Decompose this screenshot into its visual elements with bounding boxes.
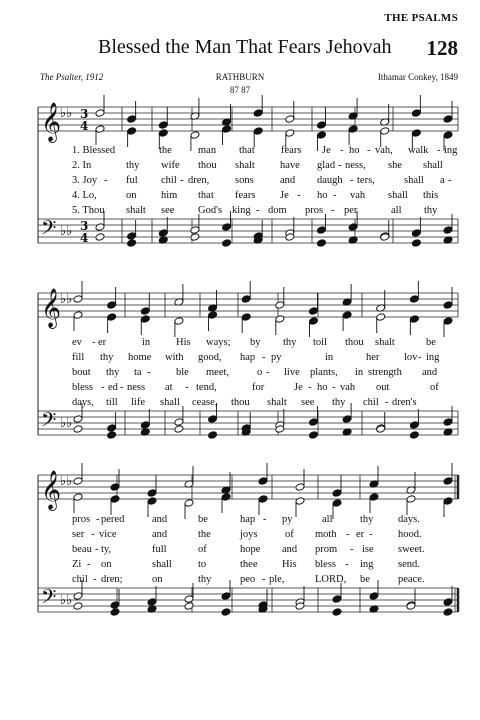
lyric-line: pros - pered and be hap - py all thy days.: [72, 514, 420, 525]
note-head: [342, 415, 352, 424]
hymn-title: Blessed the Man That Fears Jehovah: [98, 36, 392, 58]
lyric-line: 1. Blessed the man that fears Je - ho - vah, walk - ing: [72, 145, 458, 156]
key-signature: ♭♭: [60, 593, 73, 608]
note-head: [308, 418, 318, 427]
time-signature: 3: [80, 107, 89, 121]
note-head: [107, 313, 117, 322]
note-head: [208, 415, 218, 424]
note-head: [174, 425, 184, 434]
note-head: [285, 129, 295, 138]
note-head: [316, 131, 326, 140]
note-head: [73, 477, 83, 486]
hymn-number: 128: [426, 36, 458, 60]
note-head: [95, 233, 105, 242]
note-head: [241, 313, 251, 322]
lyric-line: 3. Joy - ful chil - dren, sons and daugh - ters, shall a -: [72, 175, 452, 186]
note-head: [73, 493, 83, 502]
text-source: The Psalter, 1912: [40, 72, 104, 82]
note-head: [308, 431, 318, 440]
note-head: [184, 602, 194, 611]
note-head: [316, 121, 326, 130]
note-head: [107, 431, 117, 440]
lyric-line: ev - er in His ways; by thy toil thou shalt be: [72, 337, 436, 348]
note-head: [95, 223, 105, 232]
note-head: [110, 495, 120, 504]
note-head: [241, 295, 251, 304]
note-head: [443, 477, 453, 486]
note-head: [258, 495, 268, 504]
composer: Ithamar Conkey, 1849: [377, 72, 458, 82]
key-signature: ♭♭: [60, 292, 73, 307]
note-head: [409, 421, 419, 430]
note-head: [222, 223, 232, 232]
lyric-line: 5. Thou shalt see God's king - dom pros - per all thy: [72, 205, 438, 216]
note-head: [140, 307, 150, 316]
treble-clef: 𝄞: [41, 288, 62, 328]
note-head: [110, 608, 120, 617]
note-head: [411, 129, 421, 138]
lyric-line: Zi - on shall to thee His bless - ing send.: [72, 559, 420, 570]
note-head: [380, 127, 390, 136]
note-head: [147, 489, 157, 498]
note-head: [110, 483, 120, 492]
note-head: [409, 315, 419, 324]
note-head: [127, 115, 137, 124]
bass-clef: 𝄢: [41, 216, 57, 244]
note-head: [348, 125, 358, 134]
note-head: [127, 127, 137, 136]
lyric-line: chil - dren; on thy peo - ple, LORD, be peace.: [72, 574, 425, 585]
treble-clef: 𝄞: [41, 470, 62, 510]
note-head: [221, 592, 231, 601]
note-head: [332, 489, 342, 498]
note-head: [158, 229, 168, 238]
note-head: [411, 109, 421, 118]
note-head: [158, 129, 168, 138]
note-head: [411, 239, 421, 248]
note-head: [222, 125, 232, 134]
note-head: [110, 601, 120, 610]
note-head: [332, 608, 342, 617]
note-head: [222, 239, 232, 248]
lyric-line: ser - vice and the joys of moth - er - hood.: [72, 529, 422, 540]
time-signature: 4: [80, 231, 89, 245]
note-head: [190, 233, 200, 242]
lyric-line: days, till life shall cease, thou shalt see thy chil - dren's: [72, 397, 417, 408]
note-head: [316, 226, 326, 235]
time-signature: 4: [80, 119, 89, 133]
note-head: [295, 497, 305, 506]
note-head: [332, 595, 342, 604]
note-head: [308, 307, 318, 316]
note-head: [140, 421, 150, 430]
note-head: [406, 495, 416, 504]
note-head: [174, 317, 184, 326]
note-head: [376, 313, 386, 322]
note-head: [316, 239, 326, 248]
lyric-line: fill thy home with good, hap - py in her lov - ing: [72, 352, 440, 363]
note-head: [285, 115, 295, 124]
note-head: [443, 131, 453, 140]
key-signature: ♭♭: [60, 224, 73, 239]
note-head: [253, 127, 263, 136]
note-head: [443, 497, 453, 506]
note-head: [190, 131, 200, 140]
note-head: [73, 592, 83, 601]
note-head: [73, 425, 83, 434]
note-head: [411, 229, 421, 238]
note-head: [73, 415, 83, 424]
note-head: [147, 598, 157, 607]
note-head: [443, 115, 453, 124]
note-head: [140, 315, 150, 324]
note-head: [443, 301, 453, 310]
note-head: [258, 477, 268, 486]
note-head: [443, 418, 453, 427]
note-head: [295, 483, 305, 492]
note-head: [409, 295, 419, 304]
note-head: [308, 317, 318, 326]
lyric-line: beau - ty, full of hope and prom - ise sweet.: [72, 544, 425, 555]
tune-name: RATHBURN: [215, 72, 265, 82]
note-head: [348, 223, 358, 232]
note-head: [275, 301, 285, 310]
bass-clef: 𝄢: [41, 408, 57, 436]
lyric-line: bless - ed - ness at - tend, for Je - ho - vah out of: [72, 382, 439, 393]
note-head: [443, 608, 453, 617]
section-label: THE PSALMS: [384, 12, 458, 24]
note-head: [158, 121, 168, 130]
note-head: [409, 431, 419, 440]
note-head: [127, 239, 137, 248]
note-head: [184, 595, 194, 604]
note-head: [221, 608, 231, 617]
note-head: [443, 598, 453, 607]
note-head: [369, 493, 379, 502]
note-head: [190, 226, 200, 235]
note-head: [443, 226, 453, 235]
key-signature: ♭♭: [60, 106, 73, 121]
note-head: [174, 418, 184, 427]
note-head: [443, 317, 453, 326]
note-head: [275, 315, 285, 324]
note-head: [332, 499, 342, 508]
note-head: [184, 499, 194, 508]
meter: 87 87: [229, 85, 251, 95]
note-head: [73, 295, 83, 304]
note-head: [95, 125, 105, 134]
note-head: [369, 592, 379, 601]
key-signature: ♭♭: [60, 416, 73, 431]
time-signature: 3: [80, 219, 89, 233]
note-head: [147, 497, 157, 506]
note-head: [107, 301, 117, 310]
note-head: [221, 493, 231, 502]
note-head: [342, 311, 352, 320]
note-head: [107, 424, 117, 433]
lyric-line: 4. Lo, on him that fears Je - ho - vah shall this: [72, 190, 439, 201]
note-head: [127, 232, 137, 241]
note-head: [73, 602, 83, 611]
lyric-line: 2. In thy wife thou shalt have glad - ness, she shall: [72, 160, 443, 171]
key-signature: ♭♭: [60, 474, 73, 489]
treble-clef: 𝄞: [41, 102, 62, 142]
note-head: [253, 109, 263, 118]
note-head: [208, 311, 218, 320]
note-head: [73, 311, 83, 320]
bass-clef: 𝄢: [41, 585, 57, 613]
lyric-line: bout thy ta - ble meet, o - live plants, in strength and: [72, 367, 438, 378]
note-head: [208, 431, 218, 440]
note-head: [95, 109, 105, 118]
